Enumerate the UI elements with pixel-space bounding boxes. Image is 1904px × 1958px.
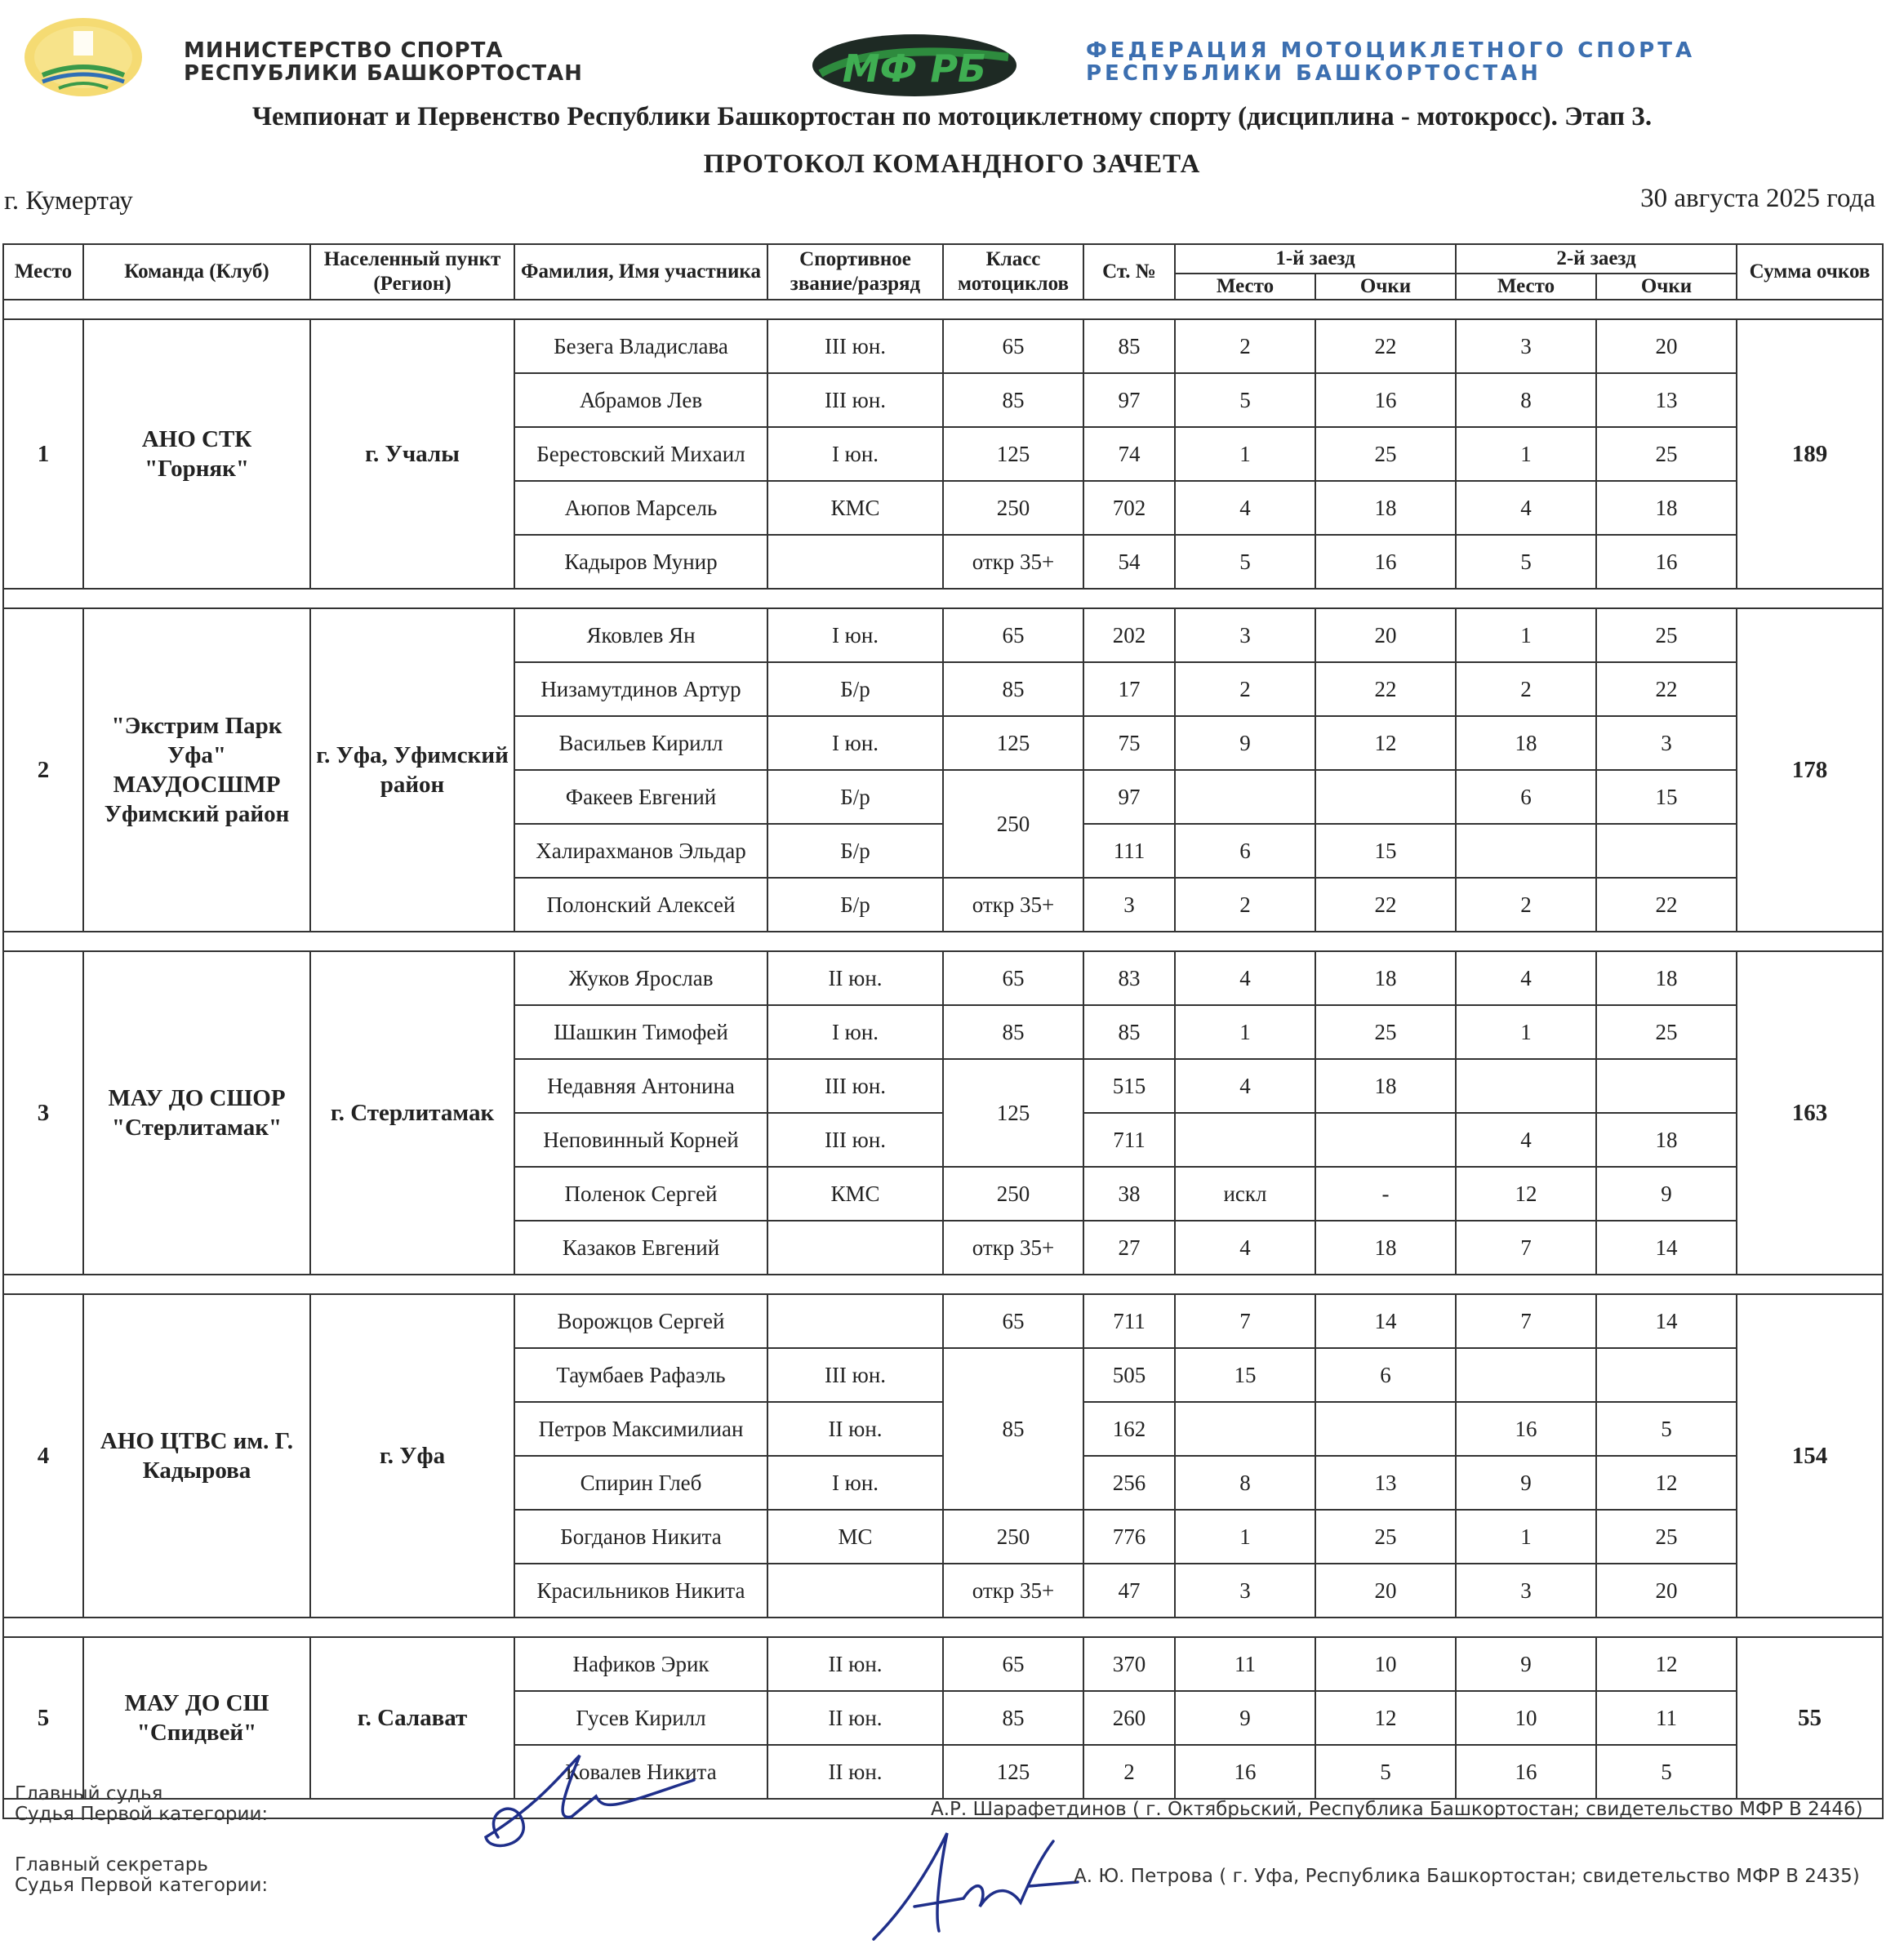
race-1-place: 3 — [1175, 1564, 1315, 1618]
chief-judge-role-line-1: Главный судья — [15, 1783, 163, 1804]
col-race-1-points: Очки — [1315, 274, 1456, 300]
race-2-points: 16 — [1596, 535, 1737, 589]
team-place: 1 — [3, 319, 83, 589]
race-2-points: 25 — [1596, 427, 1737, 481]
col-race-2: 2-й заезд — [1456, 244, 1737, 274]
rider-rank: Б/р — [767, 824, 943, 878]
race-2-points: 18 — [1596, 481, 1737, 535]
team-name: "Экстрим Парк Уфа" МАУДОСШМР Уфимский район — [83, 608, 310, 932]
race-1-place: 4 — [1175, 951, 1315, 1005]
rider-rank: КМС — [767, 481, 943, 535]
race-1-points — [1315, 1113, 1456, 1167]
race-2-place: 4 — [1456, 481, 1596, 535]
race-2-points: 11 — [1596, 1691, 1737, 1745]
rider-class: 250 — [943, 1167, 1083, 1221]
race-1-place: 1 — [1175, 1005, 1315, 1059]
col-total: Сумма очков — [1737, 244, 1883, 300]
results-body — [3, 300, 1883, 1818]
chief-judge-role-line-2: Судья Первой категории: — [15, 1804, 269, 1825]
spacer-cell — [3, 932, 1883, 951]
chief-judge-role — [15, 1784, 268, 1825]
race-1-points: 20 — [1315, 1564, 1456, 1618]
spacer-cell — [3, 1275, 1883, 1294]
race-2-points: 5 — [1596, 1402, 1737, 1456]
rider-rank — [767, 1564, 943, 1618]
rider-class: 125 — [943, 1059, 1083, 1167]
rider-number: 85 — [1083, 319, 1175, 373]
rider-class: 65 — [943, 1637, 1083, 1691]
rider-rank — [767, 1221, 943, 1275]
rider-name: Красильников Никита — [514, 1564, 767, 1618]
rider-name: Факеев Евгений — [514, 770, 767, 824]
race-2-points: 25 — [1596, 1510, 1737, 1564]
race-1-points: 22 — [1315, 319, 1456, 373]
federation-line-2: РЕСПУБЛИКИ БАШКОРТОСТАН — [1086, 61, 1541, 86]
race-2-points: 13 — [1596, 373, 1737, 427]
race-1-points: 12 — [1315, 1691, 1456, 1745]
race-2-points — [1596, 824, 1737, 878]
race-2-place: 18 — [1456, 716, 1596, 770]
rider-rank: I юн. — [767, 1005, 943, 1059]
race-2-place: 4 — [1456, 1113, 1596, 1167]
group-spacer-row — [3, 1275, 1883, 1294]
race-1-place: 4 — [1175, 1059, 1315, 1113]
rider-class: 125 — [943, 716, 1083, 770]
federation-name — [1086, 39, 1695, 85]
rider-name: Таумбаев Рафаэль — [514, 1348, 767, 1402]
race-2-points: 18 — [1596, 951, 1737, 1005]
chief-secretary-signature — [857, 1825, 1086, 1956]
race-2-points: 18 — [1596, 1113, 1737, 1167]
col-race-2-points: Очки — [1596, 274, 1737, 300]
rider-class: 85 — [943, 662, 1083, 716]
rider-row — [3, 319, 1883, 373]
race-2-place — [1456, 824, 1596, 878]
race-1-place — [1175, 1402, 1315, 1456]
race-1-place: 5 — [1175, 373, 1315, 427]
race-2-points: 20 — [1596, 1564, 1737, 1618]
rider-name: Яковлев Ян — [514, 608, 767, 662]
signatures-block — [0, 1764, 1904, 1958]
race-2-place: 1 — [1456, 427, 1596, 481]
chief-judge-signature — [465, 1739, 710, 1862]
rider-name: Абрамов Лев — [514, 373, 767, 427]
rider-number: 515 — [1083, 1059, 1175, 1113]
race-2-place — [1456, 1059, 1596, 1113]
document-header — [0, 0, 1904, 245]
race-2-points: 12 — [1596, 1637, 1737, 1691]
rider-row — [3, 951, 1883, 1005]
race-1-points: 14 — [1315, 1294, 1456, 1348]
race-1-place — [1175, 770, 1315, 824]
race-1-points: 25 — [1315, 1005, 1456, 1059]
team-total-points: 154 — [1737, 1294, 1883, 1618]
race-1-points: 22 — [1315, 878, 1456, 932]
race-1-points: - — [1315, 1167, 1456, 1221]
race-2-points: 9 — [1596, 1167, 1737, 1221]
rider-class: откр 35+ — [943, 1564, 1083, 1618]
team-name: АНО ЦТВС им. Г. Кадырова — [83, 1294, 310, 1618]
race-1-points — [1315, 770, 1456, 824]
race-2-points: 5 — [1596, 1745, 1737, 1799]
race-2-place: 3 — [1456, 1564, 1596, 1618]
rider-name: Безега Владислава — [514, 319, 767, 373]
race-2-place: 12 — [1456, 1167, 1596, 1221]
rider-number: 162 — [1083, 1402, 1175, 1456]
ministry-line-1: МИНИСТЕРСТВО СПОРТА — [184, 38, 504, 63]
rider-class: 65 — [943, 608, 1083, 662]
team-results-table — [2, 243, 1884, 1819]
rider-class: 65 — [943, 1294, 1083, 1348]
col-town: Населенный пункт (Регион) — [310, 244, 514, 300]
rider-class: 250 — [943, 1510, 1083, 1564]
rider-number: 83 — [1083, 951, 1175, 1005]
race-1-points — [1315, 1402, 1456, 1456]
rider-number: 85 — [1083, 1005, 1175, 1059]
race-1-points: 16 — [1315, 373, 1456, 427]
race-1-place: 6 — [1175, 824, 1315, 878]
race-2-place: 10 — [1456, 1691, 1596, 1745]
rider-name: Нафиков Эрик — [514, 1637, 767, 1691]
team-total-points: 55 — [1737, 1637, 1883, 1799]
rider-class: 65 — [943, 951, 1083, 1005]
rider-number: 74 — [1083, 427, 1175, 481]
race-2-place: 5 — [1456, 535, 1596, 589]
race-2-points: 14 — [1596, 1221, 1737, 1275]
race-2-points: 22 — [1596, 878, 1737, 932]
rider-name: Недавняя Антонина — [514, 1059, 767, 1113]
race-1-place: 16 — [1175, 1745, 1315, 1799]
race-2-place: 9 — [1456, 1637, 1596, 1691]
race-2-points: 3 — [1596, 716, 1737, 770]
rider-class: 85 — [943, 373, 1083, 427]
rider-rank: II юн. — [767, 1691, 943, 1745]
rider-name: Гусев Кирилл — [514, 1691, 767, 1745]
race-1-place: 4 — [1175, 481, 1315, 535]
col-race-2-place: Место — [1456, 274, 1596, 300]
race-1-place: 9 — [1175, 1691, 1315, 1745]
race-2-points: 25 — [1596, 1005, 1737, 1059]
col-race-1-place: Место — [1175, 274, 1315, 300]
rider-number: 17 — [1083, 662, 1175, 716]
team-place: 5 — [3, 1637, 83, 1799]
race-2-place: 6 — [1456, 770, 1596, 824]
rider-name: Кадыров Мунир — [514, 535, 767, 589]
team-town: г. Учалы — [310, 319, 514, 589]
rider-name: Поленок Сергей — [514, 1167, 767, 1221]
race-1-points: 16 — [1315, 535, 1456, 589]
rider-rank: II юн. — [767, 1637, 943, 1691]
rider-rank: III юн. — [767, 1348, 943, 1402]
race-1-place: искл — [1175, 1167, 1315, 1221]
col-name: Фамилия, Имя участника — [514, 244, 767, 300]
race-2-points: 14 — [1596, 1294, 1737, 1348]
race-1-points: 13 — [1315, 1456, 1456, 1510]
rider-rank: III юн. — [767, 373, 943, 427]
group-spacer-row — [3, 589, 1883, 608]
race-1-place: 8 — [1175, 1456, 1315, 1510]
race-2-place: 16 — [1456, 1745, 1596, 1799]
rider-class: 85 — [943, 1348, 1083, 1510]
ministry-line-2: РЕСПУБЛИКИ БАШКОРТОСТАН — [184, 61, 583, 86]
race-2-place: 1 — [1456, 1510, 1596, 1564]
rider-rank: МС — [767, 1510, 943, 1564]
race-1-points: 18 — [1315, 951, 1456, 1005]
col-class: Класс мотоциклов — [943, 244, 1083, 300]
rider-number: 711 — [1083, 1113, 1175, 1167]
race-1-points: 15 — [1315, 824, 1456, 878]
rider-rank: I юн. — [767, 1456, 943, 1510]
chief-secretary-role-line-2: Судья Первой категории: — [15, 1875, 269, 1896]
rider-class: 65 — [943, 319, 1083, 373]
race-2-place: 8 — [1456, 373, 1596, 427]
event-title: Чемпионат и Первенство Республики Башкортостан по мотоциклетному спорту (дисциплина - мотокросс). Этап 3. — [251, 102, 1653, 131]
team-total-points: 163 — [1737, 951, 1883, 1275]
race-2-place: 16 — [1456, 1402, 1596, 1456]
event-city: г. Кумертау — [4, 186, 133, 216]
race-2-place: 2 — [1456, 662, 1596, 716]
rider-rank — [767, 535, 943, 589]
rider-name: Жуков Ярослав — [514, 951, 767, 1005]
rider-rank: III юн. — [767, 1113, 943, 1167]
rider-class: 250 — [943, 770, 1083, 878]
chief-secretary-role — [15, 1855, 268, 1896]
rider-rank: КМС — [767, 1167, 943, 1221]
team-place: 3 — [3, 951, 83, 1275]
spacer-cell — [3, 1618, 1883, 1637]
federation-logo-icon — [804, 24, 1025, 102]
rider-rank: II юн. — [767, 1402, 943, 1456]
rider-class: откр 35+ — [943, 878, 1083, 932]
rider-number: 97 — [1083, 373, 1175, 427]
rider-class: 85 — [943, 1005, 1083, 1059]
group-spacer-row — [3, 1618, 1883, 1637]
race-1-points: 5 — [1315, 1745, 1456, 1799]
race-1-place: 7 — [1175, 1294, 1315, 1348]
race-2-place: 7 — [1456, 1294, 1596, 1348]
rider-row — [3, 608, 1883, 662]
rider-name: Богданов Никита — [514, 1510, 767, 1564]
rider-name: Берестовский Михаил — [514, 427, 767, 481]
rider-number: 3 — [1083, 878, 1175, 932]
col-rank: Спортивное звание/разряд — [767, 244, 943, 300]
spacer-cell — [3, 589, 1883, 608]
race-1-place: 5 — [1175, 535, 1315, 589]
team-total-points: 189 — [1737, 319, 1883, 589]
race-2-place: 3 — [1456, 319, 1596, 373]
spacer-cell — [3, 300, 1883, 319]
rider-number: 505 — [1083, 1348, 1175, 1402]
group-spacer-row — [3, 932, 1883, 951]
rider-rank: I юн. — [767, 427, 943, 481]
rider-number: 54 — [1083, 535, 1175, 589]
race-2-points: 22 — [1596, 662, 1737, 716]
rider-name: Спирин Глеб — [514, 1456, 767, 1510]
rider-number: 27 — [1083, 1221, 1175, 1275]
rider-rank: I юн. — [767, 608, 943, 662]
team-town: г. Уфа, Уфимский район — [310, 608, 514, 932]
race-1-points: 20 — [1315, 608, 1456, 662]
race-2-points — [1596, 1059, 1737, 1113]
team-name: АНО СТК "Горняк" — [83, 319, 310, 589]
race-2-place: 7 — [1456, 1221, 1596, 1275]
rider-number: 702 — [1083, 481, 1175, 535]
team-total-points: 178 — [1737, 608, 1883, 932]
rider-class: 125 — [943, 427, 1083, 481]
rider-rank: II юн. — [767, 1745, 943, 1799]
race-2-points: 15 — [1596, 770, 1737, 824]
rider-class: 85 — [943, 1691, 1083, 1745]
chief-secretary-role-line-1: Главный секретарь — [15, 1854, 208, 1876]
race-2-place: 1 — [1456, 608, 1596, 662]
rider-name: Ворожцов Сергей — [514, 1294, 767, 1348]
document-title: ПРОТОКОЛ КОМАНДНОГО ЗАЧЕТА — [703, 149, 1201, 179]
rider-number: 260 — [1083, 1691, 1175, 1745]
rider-rank: I юн. — [767, 716, 943, 770]
col-team: Команда (Клуб) — [83, 244, 310, 300]
rider-rank: III юн. — [767, 1059, 943, 1113]
rider-number: 776 — [1083, 1510, 1175, 1564]
race-1-place: 1 — [1175, 427, 1315, 481]
ministry-name — [184, 39, 583, 85]
race-2-place: 4 — [1456, 951, 1596, 1005]
race-1-points: 18 — [1315, 1221, 1456, 1275]
rider-class: откр 35+ — [943, 535, 1083, 589]
race-2-points: 25 — [1596, 608, 1737, 662]
rider-name: Аюпов Марсель — [514, 481, 767, 535]
race-2-place: 9 — [1456, 1456, 1596, 1510]
rider-number: 256 — [1083, 1456, 1175, 1510]
rider-name: Шашкин Тимофей — [514, 1005, 767, 1059]
federation-line-1: ФЕДЕРАЦИЯ МОТОЦИКЛЕТНОГО СПОРТА — [1086, 38, 1696, 63]
rider-rank: Б/р — [767, 662, 943, 716]
event-date: 30 августа 2025 года — [1640, 184, 1875, 213]
rider-name: Петров Максимилиан — [514, 1402, 767, 1456]
rider-name: Казаков Евгений — [514, 1221, 767, 1275]
race-1-points: 6 — [1315, 1348, 1456, 1402]
rider-name: Ковалев Никита — [514, 1745, 767, 1799]
race-1-points: 10 — [1315, 1637, 1456, 1691]
col-number: Ст. № — [1083, 244, 1175, 300]
race-2-points: 12 — [1596, 1456, 1737, 1510]
rider-number: 2 — [1083, 1745, 1175, 1799]
rider-number: 711 — [1083, 1294, 1175, 1348]
rider-row — [3, 1637, 1883, 1691]
group-spacer-row — [3, 300, 1883, 319]
chief-secretary-name: А. Ю. Петрова ( г. Уфа, Республика Башкортостан; свидетельство МФР В 2435) — [1074, 1866, 1860, 1887]
race-1-place: 9 — [1175, 716, 1315, 770]
rider-name: Полонский Алексей — [514, 878, 767, 932]
bashkortostan-emblem-icon — [18, 16, 149, 106]
race-1-points: 25 — [1315, 427, 1456, 481]
rider-class: 250 — [943, 481, 1083, 535]
rider-rank: Б/р — [767, 878, 943, 932]
rider-number: 75 — [1083, 716, 1175, 770]
race-1-points: 18 — [1315, 481, 1456, 535]
race-2-points: 20 — [1596, 319, 1737, 373]
race-1-points: 18 — [1315, 1059, 1456, 1113]
rider-number: 38 — [1083, 1167, 1175, 1221]
federation-logo-text: МФ РБ — [842, 47, 987, 91]
col-race-1: 1-й заезд — [1175, 244, 1456, 274]
chief-judge-name: А.Р. Шарафетдинов ( г. Октябрьский, Республика Башкортостан; свидетельство МФР В 2446) — [931, 1799, 1863, 1820]
rider-name: Низамутдинов Артур — [514, 662, 767, 716]
rider-name: Васильев Кирилл — [514, 716, 767, 770]
team-place: 2 — [3, 608, 83, 932]
col-place: Место — [3, 244, 83, 300]
race-2-points — [1596, 1348, 1737, 1402]
race-2-place — [1456, 1348, 1596, 1402]
race-1-place: 2 — [1175, 319, 1315, 373]
rider-rank — [767, 1294, 943, 1348]
race-1-place: 11 — [1175, 1637, 1315, 1691]
rider-class: откр 35+ — [943, 1221, 1083, 1275]
rider-number: 370 — [1083, 1637, 1175, 1691]
rider-name: Неповинный Корней — [514, 1113, 767, 1167]
team-town: г. Уфа — [310, 1294, 514, 1618]
race-2-place: 2 — [1456, 878, 1596, 932]
team-name: МАУ ДО СШОР "Стерлитамак" — [83, 951, 310, 1275]
rider-number: 111 — [1083, 824, 1175, 878]
race-1-place: 3 — [1175, 608, 1315, 662]
race-1-points: 25 — [1315, 1510, 1456, 1564]
rider-class: 125 — [943, 1745, 1083, 1799]
rider-number: 97 — [1083, 770, 1175, 824]
rider-number: 47 — [1083, 1564, 1175, 1618]
rider-rank: Б/р — [767, 770, 943, 824]
team-name: МАУ ДО СШ "Спидвей" — [83, 1637, 310, 1799]
race-1-place: 1 — [1175, 1510, 1315, 1564]
race-1-place: 2 — [1175, 662, 1315, 716]
race-1-points: 12 — [1315, 716, 1456, 770]
rider-name: Халирахманов Эльдар — [514, 824, 767, 878]
race-2-place: 1 — [1456, 1005, 1596, 1059]
team-town: г. Стерлитамак — [310, 951, 514, 1275]
team-town: г. Салават — [310, 1637, 514, 1799]
rider-row — [3, 1294, 1883, 1348]
race-1-place: 4 — [1175, 1221, 1315, 1275]
race-1-place — [1175, 1113, 1315, 1167]
rider-rank: II юн. — [767, 951, 943, 1005]
team-place: 4 — [3, 1294, 83, 1618]
race-1-points: 22 — [1315, 662, 1456, 716]
rider-rank: III юн. — [767, 319, 943, 373]
race-1-place: 15 — [1175, 1348, 1315, 1402]
race-1-place: 2 — [1175, 878, 1315, 932]
rider-number: 202 — [1083, 608, 1175, 662]
